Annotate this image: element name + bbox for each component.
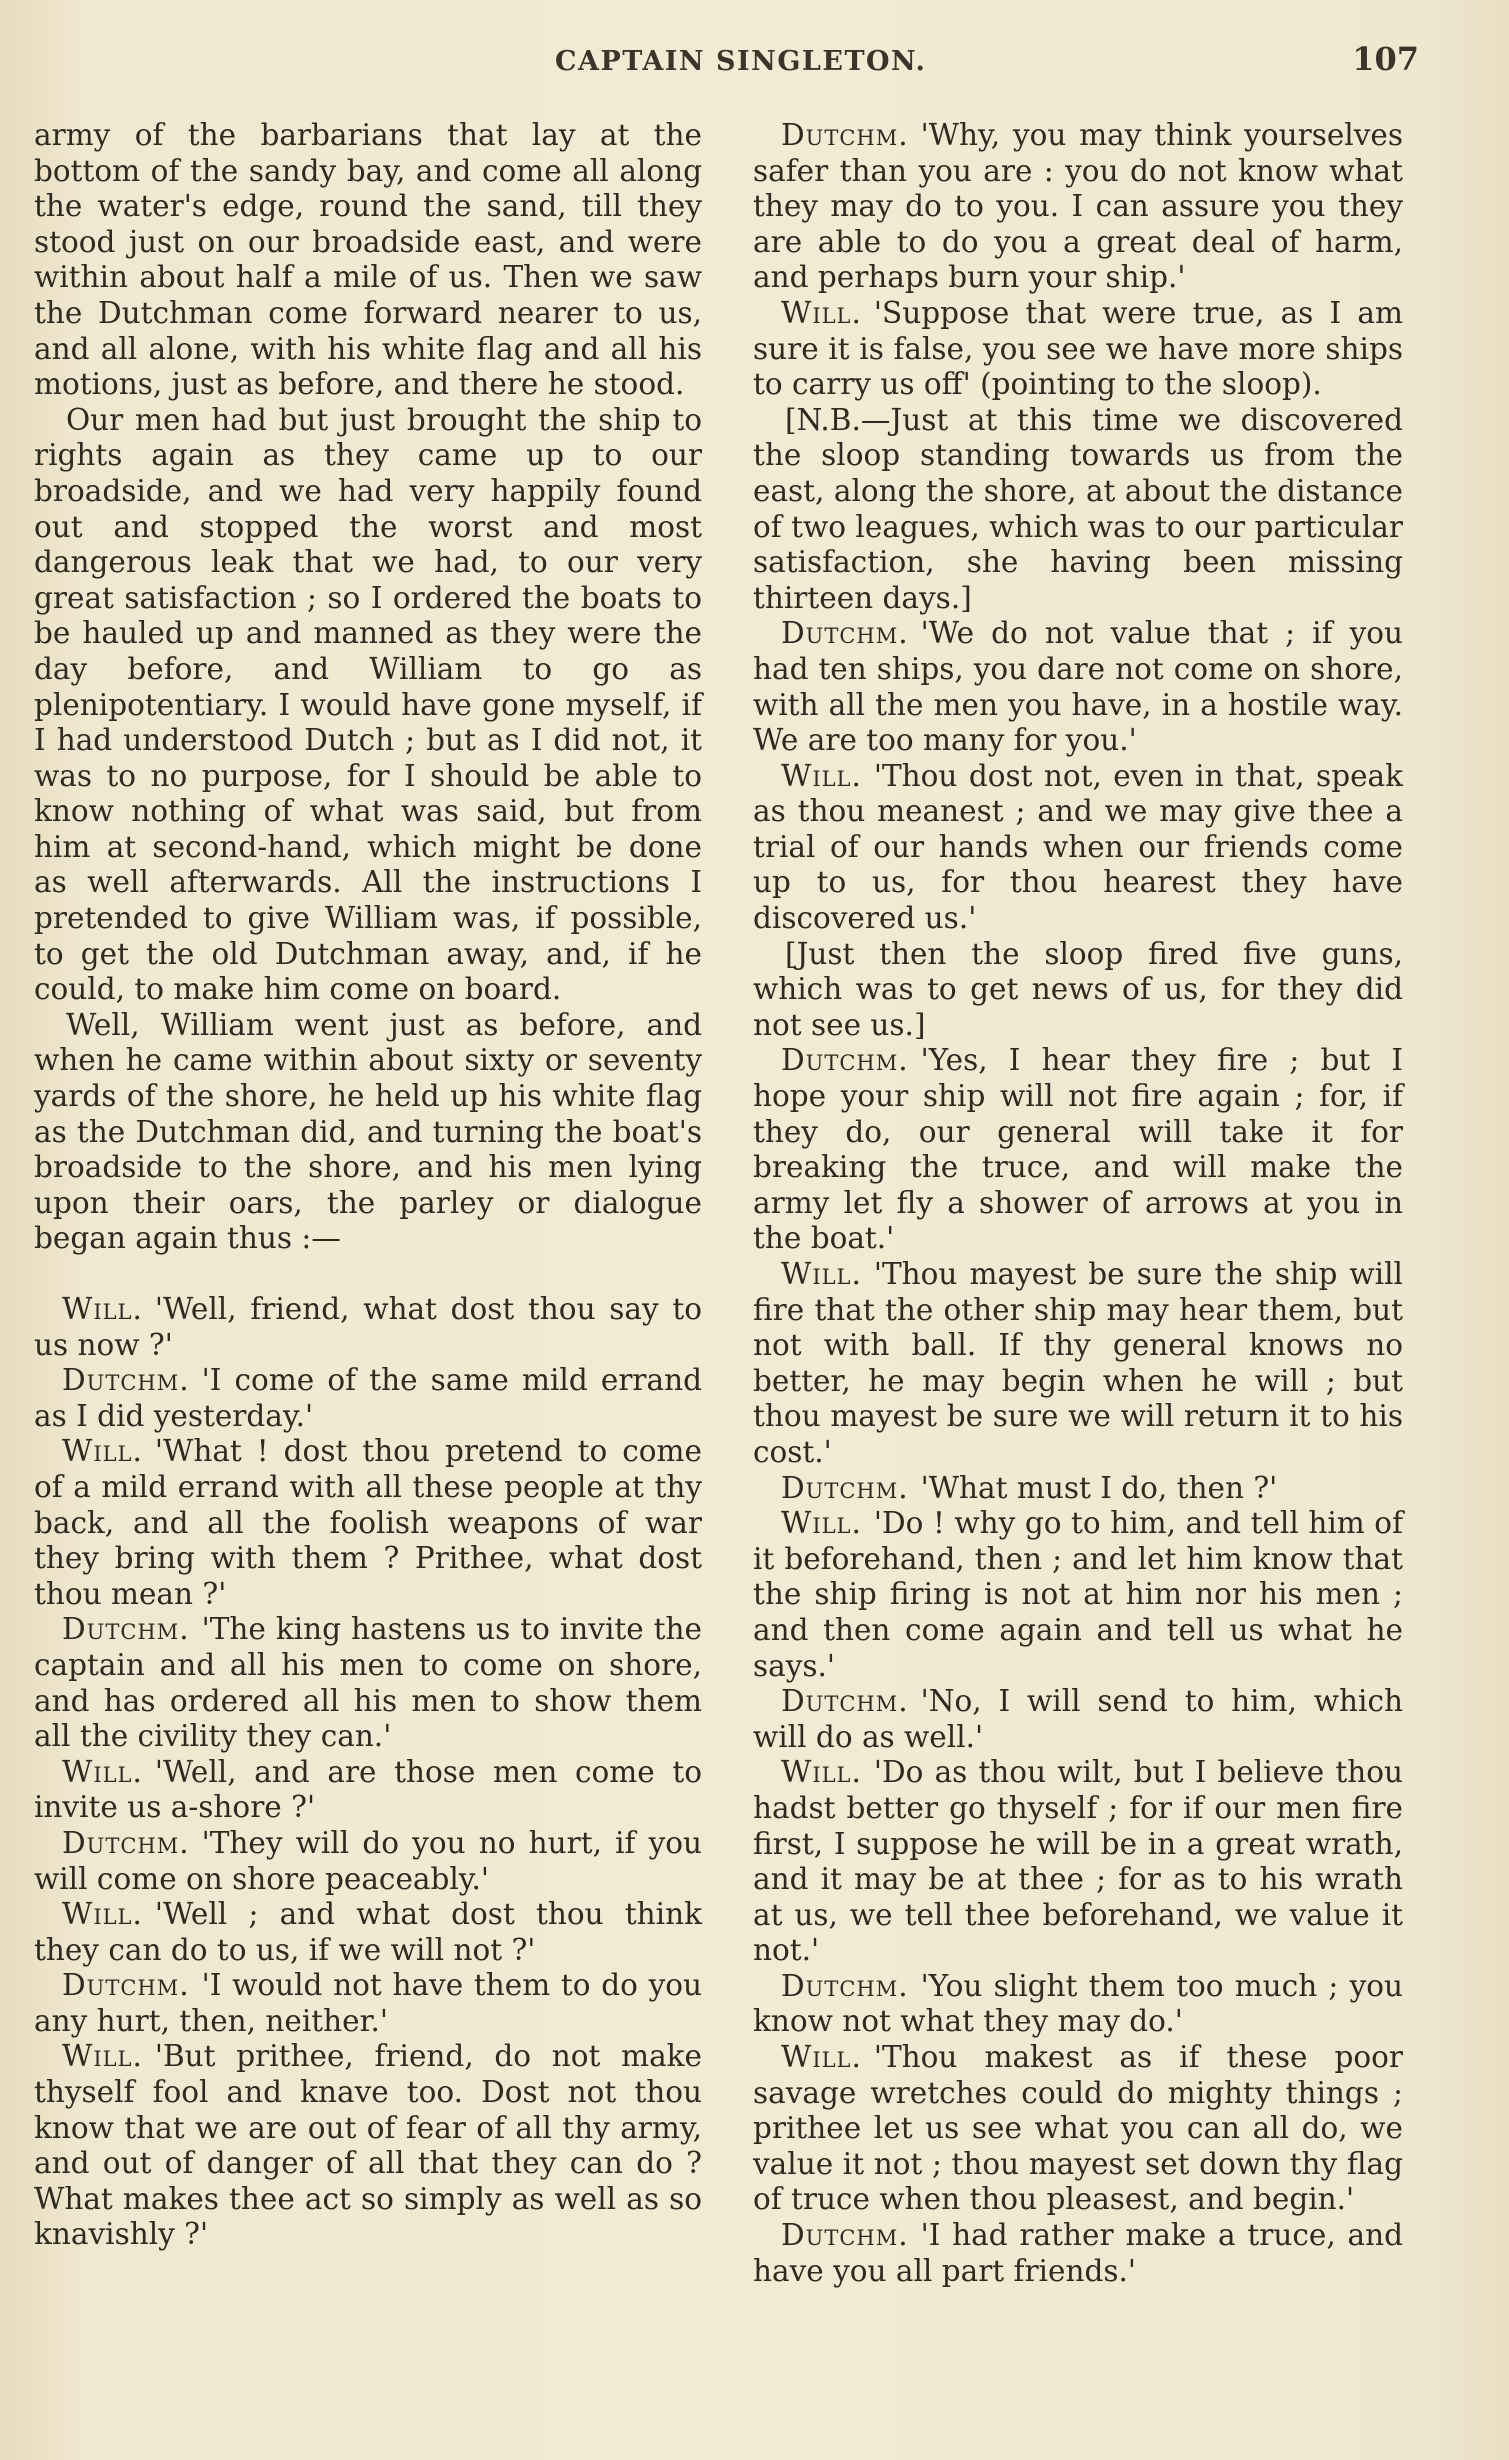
speaker-label: Will. bbox=[781, 2040, 862, 2075]
speaker-label: Dutchm. bbox=[62, 1968, 190, 2003]
bracketed-note bbox=[753, 403, 1403, 617]
paragraph-text: army of the barbarians that lay at the bottom of the sandy bay, and come all along the water's edge, round the sand, till they stood just on our broadside east, and were within about half a mile of us. Then we saw the Dutchman come forward nearer to us, and all alone, with his white flag and all his motions, just as before, and there he stood. bbox=[34, 118, 702, 402]
dialogue-line bbox=[34, 1612, 702, 1754]
dialogue-text: 'Well, and are those men come to invite us a-shore ?' bbox=[34, 1754, 702, 1825]
speaker-label: Will. bbox=[62, 1754, 143, 1789]
dialogue-line bbox=[34, 1897, 702, 1968]
dialogue-line bbox=[753, 1969, 1403, 2040]
speaker-label: Will. bbox=[781, 1257, 862, 1291]
dialogue-line bbox=[34, 1434, 702, 1612]
dialogue-line bbox=[753, 616, 1403, 758]
dialogue-text: 'Do as thou wilt, but I believe thou hadst better go thyself ; for if our men fire first, I suppose he will be in a great wrath, and it may be at thee ; for as to his wrath at us, we tell thee beforehand, we value it not.' bbox=[753, 1755, 1403, 1968]
note-text: [N.B.—Just at this time we discovered the sloop standing towards us from the east, along the shore, at about the distance of two leagues, which was to our particular satisfaction, she having been missing thirteen days.] bbox=[753, 402, 1403, 615]
speaker-label: Will. bbox=[781, 1506, 862, 1541]
dialogue-text: 'I come of the same mild errand as I did yesterday.' bbox=[34, 1363, 702, 1433]
speaker-label: Will. bbox=[781, 295, 862, 330]
dialogue-text: 'You slight them too much ; you know not what they may do.' bbox=[753, 1968, 1403, 2039]
dialogue-text: 'No, I will send to him, which will do as well.' bbox=[753, 1684, 1403, 1754]
speaker-label: Dutchm. bbox=[781, 1968, 909, 2003]
bracketed-note bbox=[753, 937, 1403, 1044]
dialogue-text: 'Suppose that were true, as I am sure it is false, you see we have more ships to carry us off' (pointing to the sloop). bbox=[753, 295, 1403, 402]
dialogue-text: 'The king hastens us to invite the captain and all his men to come on shore, and has ordered all his men to show them all the civility they can.' bbox=[34, 1612, 702, 1754]
paragraph bbox=[34, 403, 702, 1008]
dialogue-line bbox=[753, 296, 1403, 403]
page-header bbox=[30, 38, 1469, 78]
speaker-label: Will. bbox=[781, 1755, 862, 1790]
speaker-label: Will. bbox=[62, 1897, 143, 1932]
dialogue-line bbox=[34, 1968, 702, 2039]
speaker-label: Dutchm. bbox=[781, 118, 909, 152]
paragraph bbox=[34, 118, 702, 403]
speaker-label: Dutchm. bbox=[781, 1470, 909, 1505]
speaker-label: Dutchm. bbox=[781, 616, 909, 651]
dialogue-text: 'Thou makest as if these poor savage wretches could do mighty things ; prithee let us see what you can all do, we value it not ; thou mayest set down thy flag of truce when thou pleasest, and begin.' bbox=[753, 2040, 1403, 2217]
right-column bbox=[753, 118, 1403, 2289]
paragraph-text: Our men had but just brought the ship to rights again as they came up to our broadside, and we had very happily found out and stopped the worst and most dangerous leak that we had, to our very great satisfaction ; so I ordered the boats to be hauled up and manned as they were the day before, and William to go as plenipotentiary. I would have gone myself, if I had understood Dutch ; but as I did not, it was to no purpose, for I should be able to know nothing of what was said, but from him at second-hand, which might be done as well afterwards. All the instructions I pretended to give William was, if possible, to get the old Dutchman away, and, if he could, to make him come on board. bbox=[34, 402, 702, 1007]
dialogue-text: 'Thou mayest be sure the ship will fire that the other ship may hear them, but not with ball. If thy general knows no better, he may begin when he will ; but thou mayest be sure we will return it to his cost.' bbox=[753, 1257, 1403, 1469]
dialogue-line bbox=[753, 1043, 1403, 1257]
dialogue-text: 'Well ; and what dost thou think they can do to us, if we will not ?' bbox=[34, 1897, 702, 1967]
dialogue-line bbox=[753, 1257, 1403, 1471]
speaker-label: Will. bbox=[62, 1434, 143, 1469]
speaker-label: Dutchm. bbox=[62, 1612, 190, 1647]
dialogue-text: 'Yes, I hear they fire ; but I hope your ship will not fire again ; for, if they do, our general will take it for breaking the truce, and will make the army let fly a shower of arrows at you in the boat.' bbox=[753, 1043, 1403, 1256]
dialogue-text: 'But prithee, friend, do not make thyself fool and knave too. Dost not thou know that we are out of fear of all thy army, and out of danger of all that they can do ? What makes thee act so simply as well as so knavishly ?' bbox=[34, 2039, 702, 2252]
paragraph bbox=[34, 1008, 702, 1257]
dialogue-text: 'I had rather make a truce, and have you all part friends.' bbox=[753, 2218, 1403, 2288]
speaker-label: Will. bbox=[62, 1292, 143, 1326]
paragraph-text: Well, William went just as before, and when he came within about sixty or seventy yards of the shore, he held up his white flag as the Dutchman did, and turning the boat's broadside to the shore, and his men lying upon their oars, the parley or dialogue began again thus :— bbox=[34, 1007, 702, 1256]
dialogue-text: 'Well, friend, what dost thou say to us now ?' bbox=[34, 1292, 702, 1362]
note-text: [Just then the sloop fired five guns, which was to get news of us, for they did not see us.] bbox=[753, 936, 1403, 1042]
dialogue-line bbox=[34, 1363, 702, 1434]
speaker-label: Dutchm. bbox=[781, 2218, 909, 2253]
dialogue-line bbox=[34, 1826, 702, 1897]
dialogue-line bbox=[34, 1292, 702, 1363]
dialogue-line bbox=[34, 2039, 702, 2253]
dialogue-text: 'Do ! why go to him, and tell him of it beforehand, then ; and let him know that the ship firing is not at him nor his men ; and then come again and tell us what he says.' bbox=[753, 1506, 1403, 1683]
running-title: CAPTAIN SINGLETON. bbox=[555, 46, 927, 77]
dialogue-line bbox=[753, 1506, 1403, 1684]
dialogue-text: 'They will do you no hurt, if you will come on shore peaceably.' bbox=[34, 1825, 702, 1896]
dialogue-line bbox=[753, 118, 1403, 296]
speaker-label: Will. bbox=[781, 758, 862, 793]
speaker-label: Will. bbox=[62, 2039, 143, 2074]
page-number: 107 bbox=[1352, 40, 1419, 78]
dialogue-line bbox=[753, 1755, 1403, 1969]
dialogue-text: 'Why, you may think yourselves safer than you are : you do not know what they may do to you. I can assure you they are able to do you a great deal of harm, and perhaps burn your ship.' bbox=[753, 118, 1403, 295]
dialogue-text: 'Thou dost not, even in that, speak as thou meanest ; and we may give thee a trial of our hands when our friends come up to us, for thou hearest they have discovered us.' bbox=[753, 758, 1403, 936]
left-column bbox=[34, 118, 702, 2253]
speaker-label: Dutchm. bbox=[62, 1825, 190, 1860]
dialogue-line bbox=[753, 1471, 1403, 1507]
dialogue-text: 'What must I do, then ?' bbox=[920, 1470, 1278, 1505]
dialogue-text: 'I would not have them to do you any hurt, then, neither.' bbox=[34, 1968, 702, 2038]
speaker-label: Dutchm. bbox=[62, 1363, 190, 1398]
speaker-label: Dutchm. bbox=[781, 1043, 909, 1078]
dialogue-line bbox=[753, 759, 1403, 937]
dialogue-line bbox=[753, 2218, 1403, 2289]
dialogue-line bbox=[753, 2040, 1403, 2218]
speaker-label: Dutchm. bbox=[781, 1684, 909, 1719]
dialogue-text: 'What ! dost thou pretend to come of a mild errand with all these people at thy back, and all the foolish weapons of war they bring with them ? Prithee, what dost thou mean ?' bbox=[34, 1434, 702, 1611]
dialogue-line bbox=[753, 1684, 1403, 1755]
dialogue-line bbox=[34, 1755, 702, 1826]
dialogue-text: 'We do not value that ; if you had ten ships, you dare not come on shore, with all the men you have, in a hostile way. We are too many for you.' bbox=[753, 616, 1403, 758]
